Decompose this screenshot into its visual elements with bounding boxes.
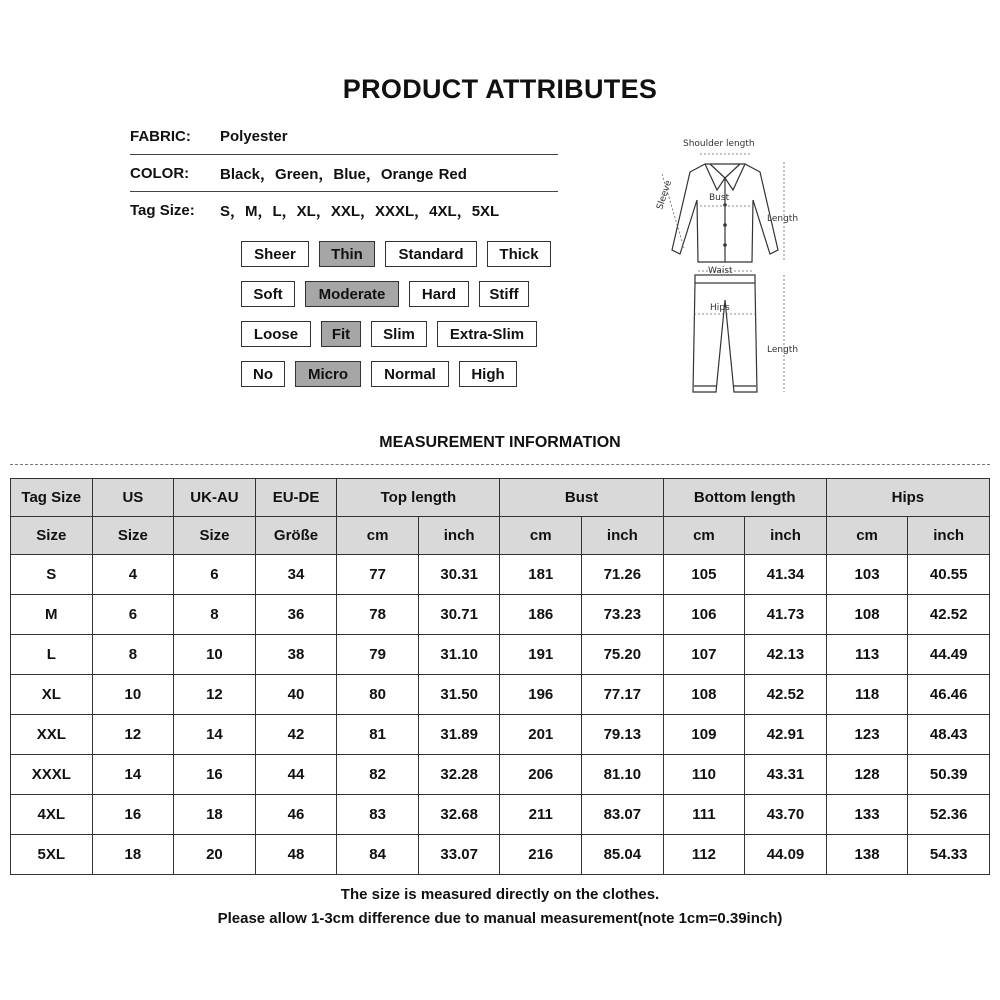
- table-cell: 112: [663, 835, 745, 875]
- table-cell: 216: [500, 835, 582, 875]
- subheader: inch: [582, 517, 664, 555]
- attr-tagsize-row: [130, 192, 558, 228]
- label-top-length: Length: [767, 214, 799, 224]
- table-cell: 181: [500, 555, 582, 595]
- option-group-thickness: [241, 241, 551, 267]
- option-group-type: [241, 321, 537, 347]
- table-cell: 80: [337, 675, 419, 715]
- table-cell: 106: [663, 595, 745, 635]
- table-row: [11, 555, 990, 595]
- table-cell: 107: [663, 635, 745, 675]
- option-moderate-selected: Moderate: [305, 281, 399, 307]
- table-cell: 110: [663, 755, 745, 795]
- size-chart-table: [10, 478, 990, 875]
- table-cell: 6: [92, 595, 174, 635]
- option-no: No: [241, 361, 285, 387]
- table-cell: 48.43: [908, 715, 990, 755]
- table-cell: 191: [500, 635, 582, 675]
- garment-measurement-illustration: [650, 130, 820, 410]
- option-thick: Thick: [487, 241, 551, 267]
- table-cell: 46.46: [908, 675, 990, 715]
- option-soft: Soft: [241, 281, 295, 307]
- table-cell: 77: [337, 555, 419, 595]
- table-cell: 36: [255, 595, 337, 635]
- subheader: inch: [418, 517, 500, 555]
- table-cell: L: [11, 635, 93, 675]
- table-row: [11, 715, 990, 755]
- table-cell: 133: [826, 795, 908, 835]
- table-body: [11, 555, 990, 875]
- table-cell: XXXL: [11, 755, 93, 795]
- table-cell: 41.34: [745, 555, 827, 595]
- attr-tagsize-value: S，M，L，XL，XXL，XXXL，4XL，5XL: [220, 202, 500, 220]
- option-stiff: Stiff: [479, 281, 529, 307]
- table-cell: 30.31: [418, 555, 500, 595]
- table-cell: 105: [663, 555, 745, 595]
- note-allowance: Please allow 1-3cm difference due to manual measurement(note 1cm=0.39inch): [217, 910, 783, 927]
- option-fit-selected: Fit: [321, 321, 361, 347]
- table-cell: 54.33: [908, 835, 990, 875]
- option-extra-slim: Extra-Slim: [437, 321, 537, 347]
- attr-tagsize-key: Tag Size:: [130, 201, 195, 219]
- table-cell: 4XL: [11, 795, 93, 835]
- table-cell: 71.26: [582, 555, 664, 595]
- table-cell: 77.17: [582, 675, 664, 715]
- table-cell: 42: [255, 715, 337, 755]
- option-hard: Hard: [409, 281, 469, 307]
- table-cell: 186: [500, 595, 582, 635]
- label-hips: Hips: [710, 303, 730, 313]
- table-cell: XL: [11, 675, 93, 715]
- table-cell: 31.89: [418, 715, 500, 755]
- table-cell: 12: [92, 715, 174, 755]
- subheader: inch: [908, 517, 990, 555]
- subheader: cm: [663, 517, 745, 555]
- table-cell: 211: [500, 795, 582, 835]
- table-cell: 31.10: [418, 635, 500, 675]
- table-cell: 108: [663, 675, 745, 715]
- measurement-title: MEASUREMENT INFORMATION: [379, 434, 621, 451]
- shirt-drawing: [672, 164, 778, 262]
- table-cell: 42.52: [745, 675, 827, 715]
- table-cell: 206: [500, 755, 582, 795]
- table-cell: 12: [174, 675, 256, 715]
- table-cell: 14: [92, 755, 174, 795]
- attr-color-value: Black，Green，Blue，Orange Red: [220, 165, 467, 183]
- table-cell: 43.70: [745, 795, 827, 835]
- table-cell: 8: [174, 595, 256, 635]
- option-micro-selected: Micro: [295, 361, 361, 387]
- option-group-touch: [241, 281, 529, 307]
- table-cell: 81.10: [582, 755, 664, 795]
- table-cell: 14: [174, 715, 256, 755]
- option-slim: Slim: [371, 321, 427, 347]
- table-cell: 32.28: [418, 755, 500, 795]
- table-cell: 16: [174, 755, 256, 795]
- table-cell: 79: [337, 635, 419, 675]
- table-cell: 20: [174, 835, 256, 875]
- table-cell: 73.23: [582, 595, 664, 635]
- table-cell: 44: [255, 755, 337, 795]
- table-header-row-2: [11, 517, 990, 555]
- table-cell: 84: [337, 835, 419, 875]
- table-cell: 111: [663, 795, 745, 835]
- label-shoulder-length: Shoulder length: [683, 139, 755, 149]
- option-normal: Normal: [371, 361, 449, 387]
- table-header-row-1: [11, 479, 990, 517]
- table-cell: 123: [826, 715, 908, 755]
- header-tag-size: Tag Size: [11, 479, 93, 517]
- header-bust: Bust: [500, 479, 663, 517]
- option-group-oft: [241, 361, 517, 387]
- table-cell: 79.13: [582, 715, 664, 755]
- table-cell: 8: [92, 635, 174, 675]
- header-eu-de: EU-DE: [255, 479, 337, 517]
- table-row: [11, 635, 990, 675]
- table-cell: 5XL: [11, 835, 93, 875]
- table-cell: 78: [337, 595, 419, 635]
- table-cell: 46: [255, 795, 337, 835]
- option-standard: Standard: [385, 241, 477, 267]
- table-cell: 44.49: [908, 635, 990, 675]
- table-cell: 138: [826, 835, 908, 875]
- header-top-length: Top length: [337, 479, 500, 517]
- table-cell: 196: [500, 675, 582, 715]
- table-cell: 128: [826, 755, 908, 795]
- subheader: Größe: [255, 517, 337, 555]
- table-cell: 32.68: [418, 795, 500, 835]
- table-cell: 6: [174, 555, 256, 595]
- table-cell: S: [11, 555, 93, 595]
- table-row: [11, 595, 990, 635]
- table-cell: 31.50: [418, 675, 500, 715]
- header-uk-au: UK-AU: [174, 479, 256, 517]
- table-cell: 48: [255, 835, 337, 875]
- subheader: cm: [500, 517, 582, 555]
- header-bottom-length: Bottom length: [663, 479, 826, 517]
- table-cell: 201: [500, 715, 582, 755]
- table-cell: 10: [92, 675, 174, 715]
- table-cell: 83.07: [582, 795, 664, 835]
- table-cell: 42.13: [745, 635, 827, 675]
- table-cell: 108: [826, 595, 908, 635]
- subheader: Size: [11, 517, 93, 555]
- label-bottom-length: Length: [767, 345, 799, 355]
- table-cell: 85.04: [582, 835, 664, 875]
- table-cell: 113: [826, 635, 908, 675]
- table-cell: 42.52: [908, 595, 990, 635]
- table-row: [11, 755, 990, 795]
- table-cell: 50.39: [908, 755, 990, 795]
- table-cell: 109: [663, 715, 745, 755]
- table-cell: 33.07: [418, 835, 500, 875]
- subheader: Size: [92, 517, 174, 555]
- header-hips: Hips: [826, 479, 989, 517]
- label-sleeve: Sleeve: [655, 179, 675, 211]
- subheader: cm: [337, 517, 419, 555]
- subheader: cm: [826, 517, 908, 555]
- table-cell: 82: [337, 755, 419, 795]
- subheader: inch: [745, 517, 827, 555]
- table-cell: 75.20: [582, 635, 664, 675]
- label-waist: Waist: [708, 266, 733, 276]
- attr-color-row: [130, 155, 558, 192]
- table-cell: 44.09: [745, 835, 827, 875]
- table-cell: M: [11, 595, 93, 635]
- table-cell: 40.55: [908, 555, 990, 595]
- label-bust: Bust: [709, 193, 730, 203]
- dotted-divider: [10, 464, 990, 465]
- table-cell: 43.31: [745, 755, 827, 795]
- table-cell: 30.71: [418, 595, 500, 635]
- header-us: US: [92, 479, 174, 517]
- table-cell: 103: [826, 555, 908, 595]
- table-cell: 52.36: [908, 795, 990, 835]
- table-cell: 18: [92, 835, 174, 875]
- table-cell: 4: [92, 555, 174, 595]
- attr-color-key: COLOR:: [130, 164, 190, 182]
- attr-fabric-value: Polyester: [220, 127, 288, 145]
- table-cell: 34: [255, 555, 337, 595]
- note-measured: The size is measured directly on the clothes.: [340, 886, 660, 903]
- pants-drawing: [693, 275, 757, 392]
- table-cell: 81: [337, 715, 419, 755]
- table-cell: 40: [255, 675, 337, 715]
- table-cell: 42.91: [745, 715, 827, 755]
- attr-fabric-row: [130, 118, 558, 155]
- table-cell: 118: [826, 675, 908, 715]
- table-cell: 41.73: [745, 595, 827, 635]
- table-cell: 10: [174, 635, 256, 675]
- option-sheer: Sheer: [241, 241, 309, 267]
- table-cell: 16: [92, 795, 174, 835]
- subheader: Size: [174, 517, 256, 555]
- page-title: PRODUCT ATTRIBUTES: [342, 74, 658, 104]
- option-high: High: [459, 361, 517, 387]
- attr-fabric-key: FABRIC:: [130, 127, 191, 145]
- table-cell: 18: [174, 795, 256, 835]
- option-thin-selected: Thin: [319, 241, 375, 267]
- table-cell: 38: [255, 635, 337, 675]
- table-row: [11, 675, 990, 715]
- table-row: [11, 835, 990, 875]
- option-loose: Loose: [241, 321, 311, 347]
- table-row: [11, 795, 990, 835]
- table-cell: 83: [337, 795, 419, 835]
- table-cell: XXL: [11, 715, 93, 755]
